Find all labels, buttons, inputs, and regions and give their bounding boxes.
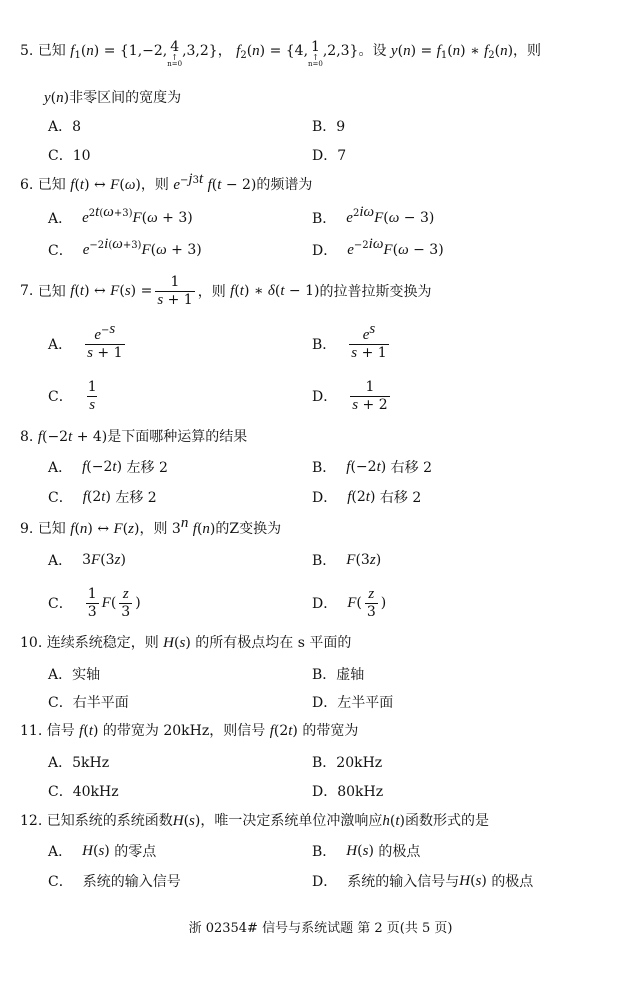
- q8-option-c[interactable]: C． f(2t) 左移 2: [48, 488, 157, 506]
- q12-options-row2: [48, 868, 608, 894]
- q11-formula-a: f(t): [79, 723, 99, 739]
- page-footer: 浙 02354# 信号与系统试题 第 2 页(共 5 页): [188, 921, 453, 936]
- q7-fraction: $\frac{1}{s + 1}$: [157, 273, 193, 308]
- q9-option-b[interactable]: B． F(3z): [312, 551, 382, 569]
- q9-option-d[interactable]: D． F ( $\frac{z}{3}$ ): [312, 585, 387, 620]
- q6-options-row2: [48, 237, 608, 263]
- q10-options-row1: [48, 661, 608, 687]
- q5-option-c[interactable]: C．10: [48, 148, 91, 164]
- q5-options-row1: [48, 113, 608, 139]
- q10-formula: H(s): [163, 635, 191, 651]
- q10-option-a[interactable]: A．实轴: [48, 667, 101, 683]
- question-6-stem: 6. 已知 f(t) ↔ F(ω)，则 $e^{-j3t}$ f(t − 2)的频谱为: [20, 171, 313, 193]
- q5-formula-y: $y(n) = f_1(n)$ ∗ $f_2(n)$: [390, 43, 514, 61]
- q7-formula-target: f(t) ∗ δ(t − 1): [230, 282, 320, 299]
- q5-option-a[interactable]: A．8: [48, 119, 82, 135]
- q7-option-c[interactable]: C． $\frac{1}{s}$: [48, 378, 97, 413]
- q12-option-d[interactable]: D． 系统的输入信号与 H(s) 的极点: [312, 872, 534, 890]
- q8-option-d[interactable]: D． f(2t) 右移 2: [312, 488, 422, 506]
- q6-option-b[interactable]: B． $e^{2i\omega}F(\omega - 3)$: [312, 203, 435, 227]
- q10-option-d[interactable]: D．左半平面: [312, 695, 394, 711]
- question-10-stem: 10. 连续系统稳定，则 H(s) 的所有极点均在 s 平面的: [20, 635, 352, 651]
- q12-formula-h: H(s): [172, 813, 201, 829]
- q9-options-row2: [48, 583, 608, 623]
- q5-options-row2: [48, 142, 608, 168]
- question-7-stem: 7. 已知 f(t) ↔ F(s) = $\frac{1}{s + 1}$ ，则 f(t) ∗ δ(t − 1) 的拉普拉斯变换为: [20, 273, 432, 308]
- q12-formula-ht: h(t): [382, 813, 405, 829]
- n0-marker: 1 ↑ n=0: [308, 39, 323, 68]
- q6-option-a[interactable]: A． $e^{2t(\omega+3)}F(\omega + 3)$: [48, 203, 193, 227]
- q7-options-row2: [48, 376, 608, 416]
- q9-option-c[interactable]: C． $\frac{1}{3}$ F ( $\frac{z}{3}$ ): [48, 585, 141, 620]
- q11-options-row2: [48, 778, 608, 804]
- q7-formula-pair: f(t) ↔ F(s) =: [70, 282, 153, 299]
- q6-formula-target: $e^{-j3t}$ f(t − 2): [173, 171, 257, 193]
- q12-option-b[interactable]: B． H(s) 的极点: [312, 842, 421, 860]
- q12-options-row1: [48, 838, 608, 864]
- q7-options-row1: [48, 320, 608, 364]
- q7-option-b[interactable]: B． $\frac{e^s}{s + 1}$: [312, 320, 387, 361]
- q5-option-d[interactable]: D．7: [312, 148, 347, 164]
- q10-option-c[interactable]: C．右半平面: [48, 695, 129, 711]
- q9-formula-target: 3$^n$ f(n): [171, 515, 216, 537]
- question-11-stem: 11. 信号 f(t) 的带宽为 20kHz，则信号 f(2t) 的带宽为: [20, 723, 359, 739]
- q8-option-b[interactable]: B． f(−2t) 右移 2: [312, 458, 433, 476]
- q11-option-c[interactable]: C．40kHz: [48, 784, 119, 800]
- question-8-stem: 8. f(−2t + 4)是下面哪种运算的结果: [20, 429, 248, 445]
- question-5-line2: y(n)非零区间的宽度为: [44, 90, 182, 106]
- q10-options-row2: [48, 689, 608, 715]
- q11-options-row1: [48, 749, 608, 775]
- question-9-stem: 9. 已知 f(n) ↔ F(z)，则 3$^n$ f(n)的Z变换为: [20, 515, 282, 537]
- q10-option-b[interactable]: B．虚轴: [312, 667, 365, 683]
- q7-option-a[interactable]: A． $\frac{e^{-s}}{s + 1}$: [48, 320, 123, 361]
- question-5-stem: 5. 已知 $f_1(n) = \{1,-2$, 4 ↑ n=0 ,3,2}， $f_2(n) = \{4$, 1 ↑ n=0 ,2,3}。设 $y(n) = f_1(n)$ ∗ $f_2(n)$，则: [20, 39, 542, 68]
- q5-option-b[interactable]: B．9: [312, 119, 346, 135]
- q11-option-a[interactable]: A．5kHz: [48, 755, 110, 771]
- q8-options-row2: [48, 484, 608, 510]
- q6-formula-pair: f(t) ↔ F(ω): [70, 177, 141, 193]
- n0-marker: 4 ↑ n=0: [167, 39, 183, 68]
- q12-option-a[interactable]: A． H(s) 的零点: [48, 842, 157, 860]
- q5-formula-f2: $f_2(n) = \{4$, 1 ↑ n=0 ,2,3}: [236, 39, 359, 68]
- q5-formula-f1: $f_1(n) = \{1,-2$, 4 ↑ n=0 ,3,2}: [70, 39, 218, 68]
- q9-options-row1: [48, 547, 608, 573]
- q6-option-d[interactable]: D． $e^{-2i\omega}F(\omega - 3)$: [312, 235, 444, 259]
- q12-option-c[interactable]: C． 系统的输入信号: [48, 874, 181, 890]
- q9-formula-pair: f(n) ↔ F(z): [70, 521, 140, 537]
- question-12-stem: 12. 已知系统的系统函数H(s)，唯一决定系统单位冲激响应h(t)函数形式的是: [20, 813, 489, 829]
- q6-options-row1: [48, 205, 608, 231]
- q8-options-row1: [48, 454, 608, 480]
- q11-option-d[interactable]: D．80kHz: [312, 784, 384, 800]
- q8-option-a[interactable]: A． f(−2t) 左移 2: [48, 458, 168, 476]
- q7-option-d[interactable]: D． $\frac{1}{s + 2}$: [312, 378, 388, 413]
- q11-formula-b: f(2t): [269, 723, 298, 739]
- q9-option-a[interactable]: A． 3F(3z): [48, 551, 126, 569]
- q6-option-c[interactable]: C． $e^{-2i(\omega+3)}F(\omega + 3)$: [48, 235, 202, 259]
- q8-formula: f(−2t + 4): [37, 429, 108, 445]
- q11-option-b[interactable]: B．20kHz: [312, 755, 383, 771]
